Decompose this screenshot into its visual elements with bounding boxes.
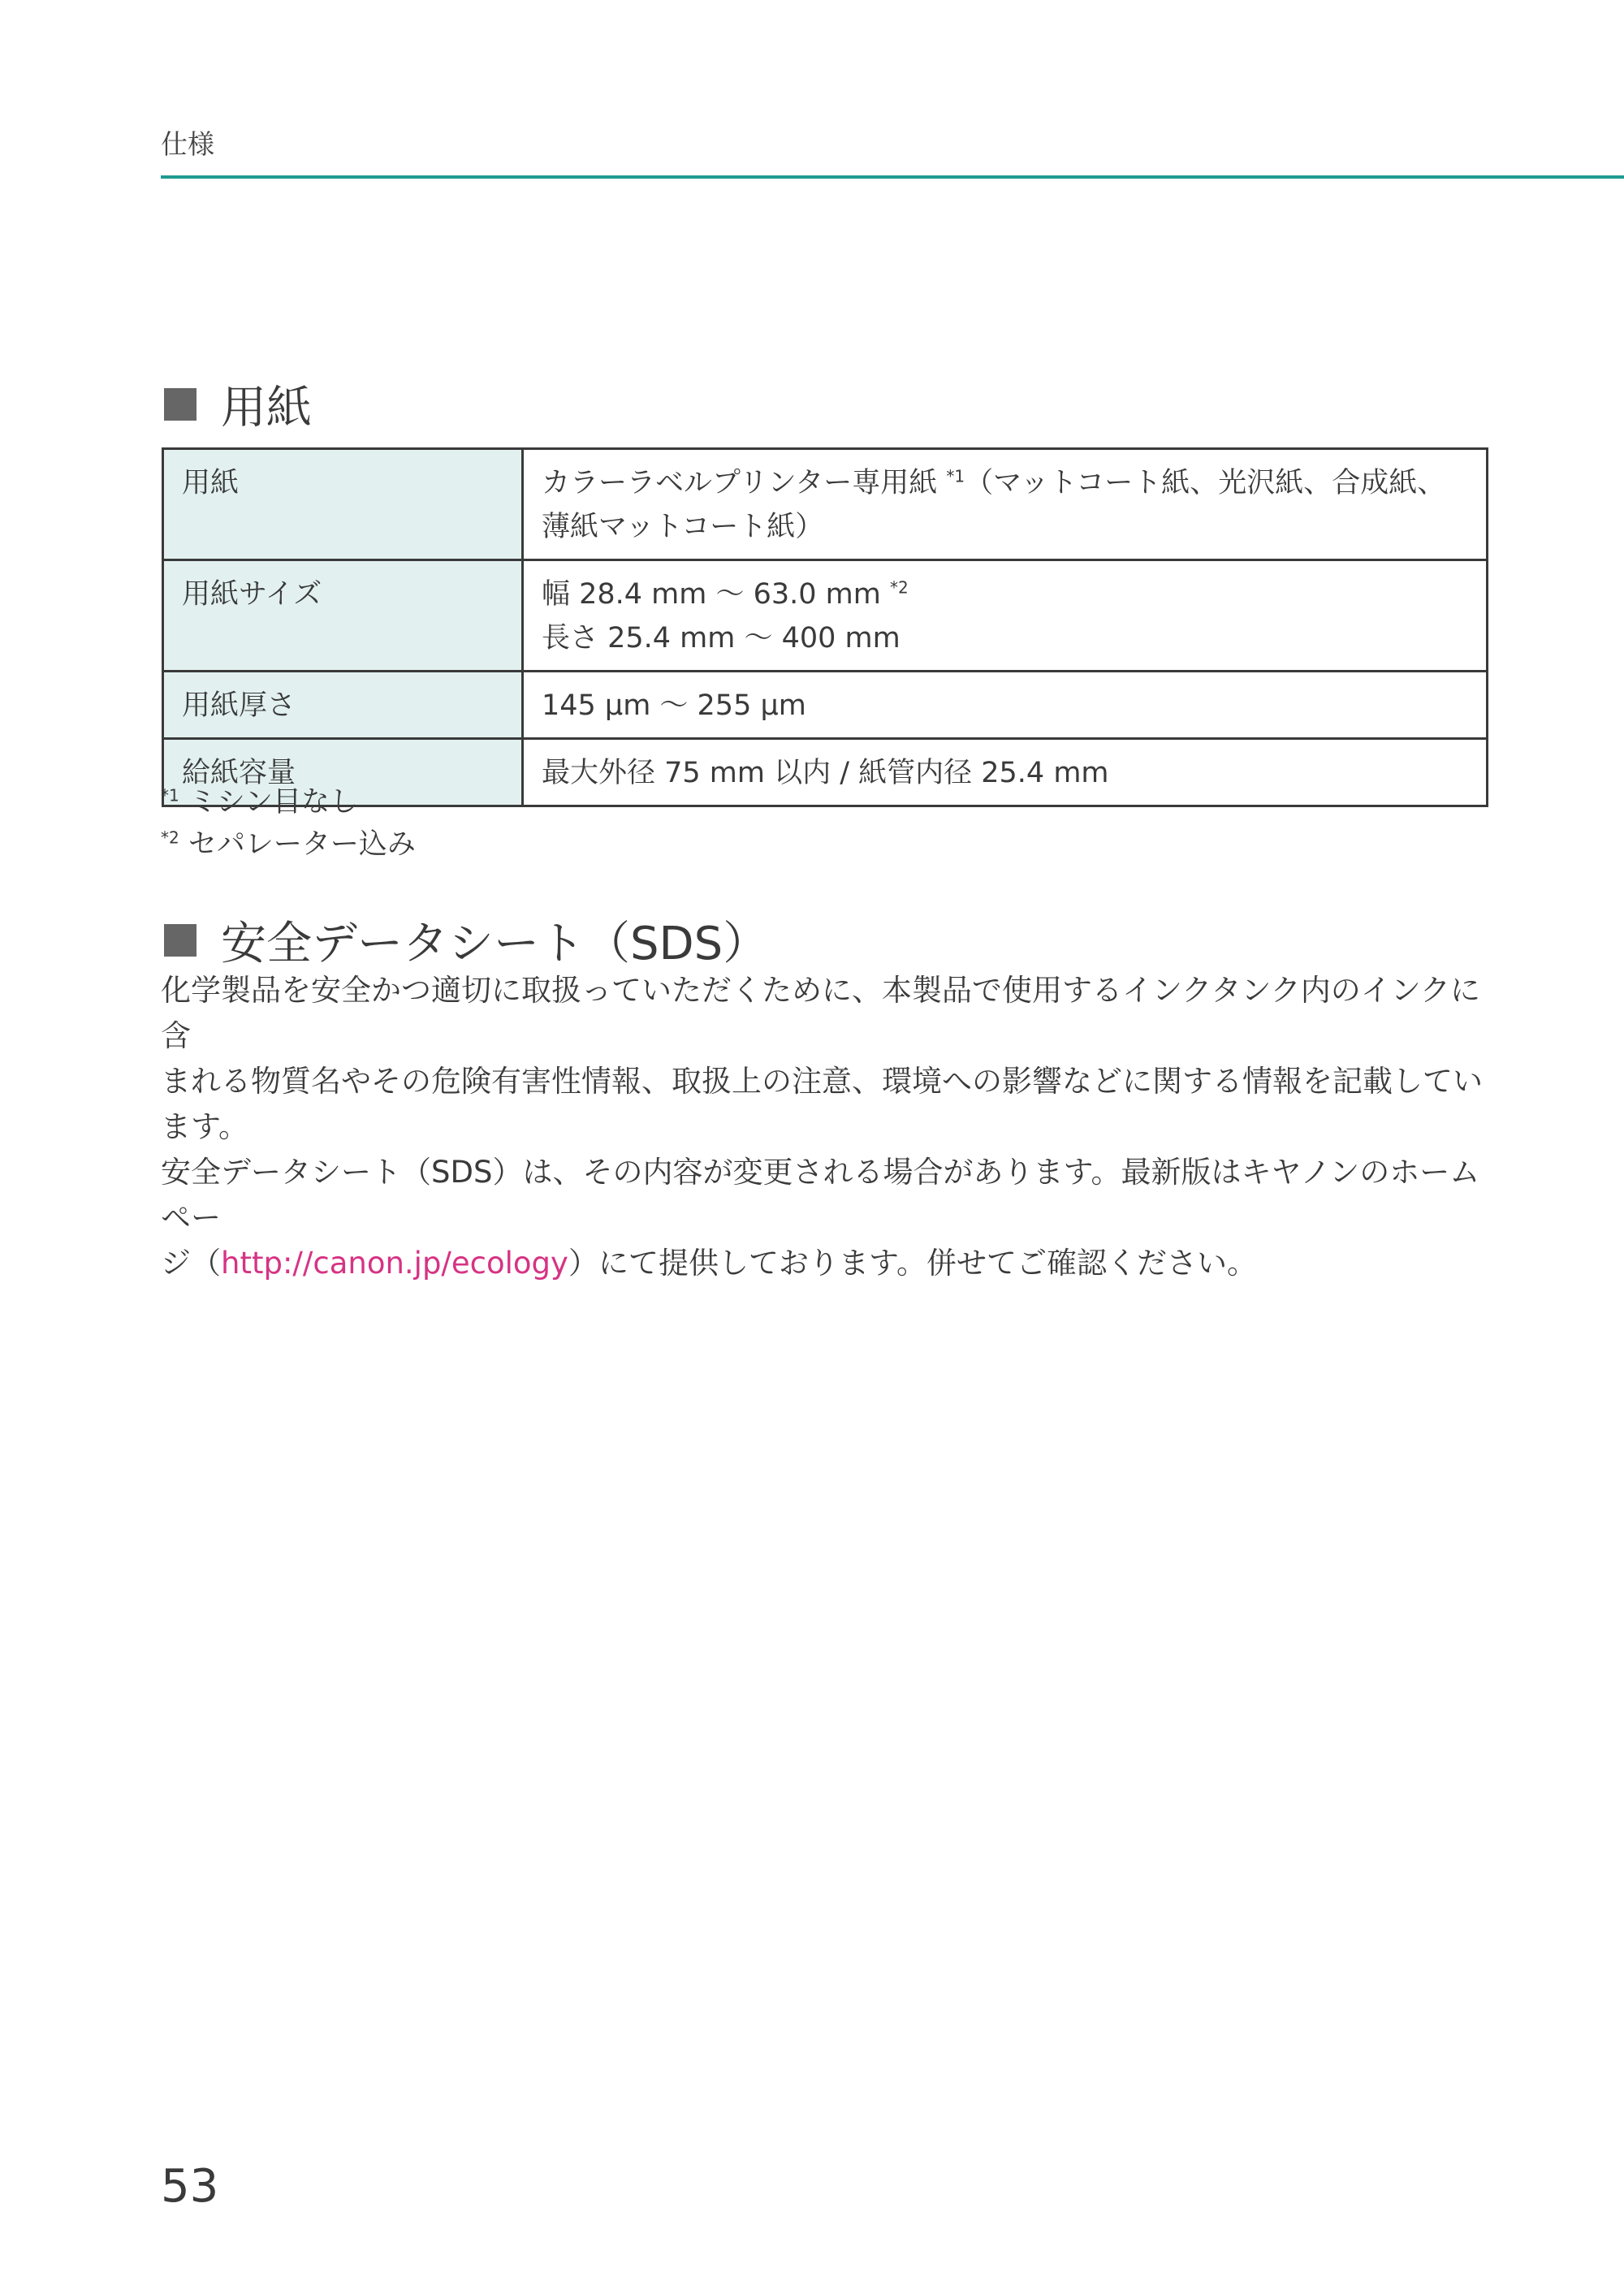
header-rule	[161, 175, 1624, 179]
spec-table	[162, 447, 1488, 807]
footnote	[161, 823, 416, 866]
footnotes	[161, 781, 416, 866]
row-value: 最大外径 75 mm 以内 / 紙管内径 25.4 mm	[523, 739, 1488, 806]
value-text: 幅 28.4 mm 〜 63.0 mm	[542, 578, 881, 611]
row-value	[523, 560, 1488, 672]
square-bullet-icon	[164, 924, 197, 957]
table-row	[163, 560, 1488, 672]
paragraph-text: ジ（	[161, 1246, 221, 1281]
square-bullet-icon	[164, 388, 197, 421]
table-row	[163, 449, 1488, 560]
footnote-text: セパレーター込み	[188, 828, 416, 861]
paragraph-line: 化学製品を安全かつ適切に取扱っていただくために、本製品で使用するインクタンク内のインクに含	[161, 973, 1481, 1053]
value-text: 長さ 25.4 mm 〜 400 mm	[542, 622, 901, 655]
value-text: カラーラベルプリンター専用紙	[542, 467, 938, 499]
paragraph-line	[161, 1241, 1509, 1286]
value-text: 薄紙マットコート紙）	[542, 511, 824, 543]
sds-paragraph	[161, 968, 1509, 1286]
footnote-mark: *2	[161, 827, 179, 848]
section-title-sds-text: 安全データシート（SDS）	[221, 918, 769, 970]
row-label: 給紙容量	[163, 739, 523, 806]
section-title-sds	[164, 908, 768, 973]
page-number: 53	[161, 2160, 219, 2213]
row-label: 用紙	[163, 449, 523, 560]
footnote-mark: *2	[890, 577, 909, 598]
paragraph-text: ）にて提供しております。併せてご確認ください。	[568, 1246, 1257, 1281]
row-label: 用紙サイズ	[163, 560, 523, 672]
row-value: 145 μm 〜 255 μm	[523, 672, 1488, 739]
running-header: 仕様	[161, 128, 214, 160]
footnote-mark: *1	[946, 466, 965, 486]
footnote-text: ミシン目なし	[188, 786, 359, 819]
footnote-mark: *1	[161, 785, 179, 806]
section-title-paper-text: 用紙	[221, 382, 312, 434]
paragraph-line: 安全データシート（SDS）は、その内容が変更される場合があります。最新版はキヤノンのホームペー	[161, 1155, 1480, 1235]
row-value	[523, 449, 1488, 560]
ecology-link[interactable]: http://canon.jp/ecology	[221, 1246, 568, 1281]
table-row	[163, 672, 1488, 739]
value-text: （マットコート紙、光沢紙、合成紙、	[965, 467, 1446, 499]
section-title-paper	[164, 372, 312, 437]
paragraph-line: まれる物質名やその危険有害性情報、取扱上の注意、環境への影響などに関する情報を記載しています。	[161, 1064, 1483, 1144]
row-label: 用紙厚さ	[163, 672, 523, 739]
footnote	[161, 781, 416, 823]
